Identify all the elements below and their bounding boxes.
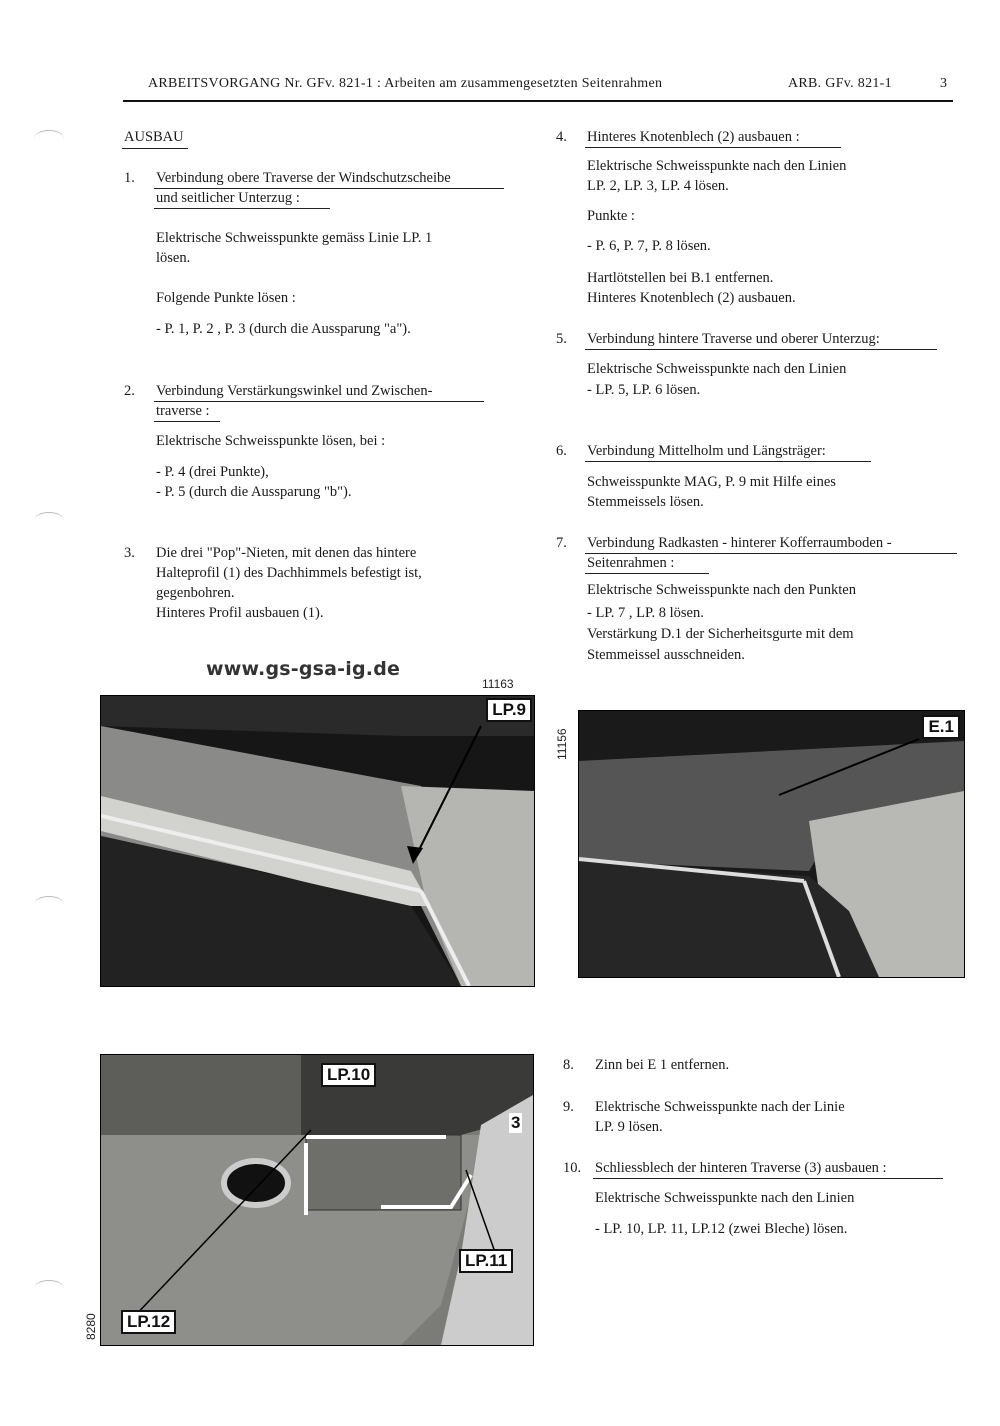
photo-2-label: E.1 — [922, 715, 960, 739]
photo-1-ref: 11163 — [482, 677, 514, 691]
step-10-number: 10. — [563, 1160, 582, 1176]
step-2-text-2: - P. 4 (drei Punkte), — [156, 464, 269, 480]
step-2-text-1: Elektrische Schweisspunkte lösen, bei : — [156, 433, 386, 449]
section-title: AUSBAU — [124, 129, 184, 145]
step-9-number: 9. — [563, 1099, 574, 1115]
step-3-line1: Die drei "Pop"-Nieten, mit denen das hintere — [156, 545, 417, 561]
photo-3-label-3: 3 — [511, 1113, 521, 1132]
step-7-line1: Elektrische Schweisspunkte nach den Punkten — [587, 582, 856, 598]
photo-1-label: LP.9 — [486, 698, 532, 722]
step-1-text-1: Elektrische Schweisspunkte gemäss Linie LP. 1 — [156, 230, 433, 246]
step-3-line4: Hinteres Profil ausbauen (1). — [156, 605, 324, 621]
underline — [585, 573, 709, 574]
step-7-number: 7. — [556, 535, 567, 551]
step-7-line2: - LP. 7 , LP. 8 lösen. — [587, 605, 704, 621]
punch-hole-mark — [34, 130, 64, 147]
photo-3-label-lp10: LP.10 — [321, 1063, 376, 1087]
punch-hole-mark — [34, 896, 64, 913]
step-4-line6: Hinteres Knotenblech (2) ausbauen. — [587, 290, 796, 306]
underline — [593, 1178, 943, 1179]
underline — [585, 461, 871, 462]
step-1-text-4: - P. 1, P. 2 , P. 3 (durch die Aussparung "a"). — [156, 321, 411, 337]
step-3-line2: Halteprofil (1) des Dachhimmels befestigt ist, — [156, 565, 422, 581]
step-6-line2: Stemmeissels lösen. — [587, 494, 704, 510]
punch-hole-mark — [34, 512, 64, 529]
header-title: ARBEITSVORGANG Nr. GFv. 821-1 : Arbeiten am zusammengesetzten Seitenrahmen — [148, 76, 663, 91]
step-1-text-3: Folgende Punkte lösen : — [156, 290, 296, 306]
step-4-line4: - P. 6, P. 7, P. 8 lösen. — [587, 238, 711, 254]
photo-1 — [100, 695, 535, 987]
header-ref: ARB. GFv. 821-1 — [788, 76, 892, 91]
step-3-line3: gegenbohren. — [156, 585, 235, 601]
step-4-title: Hinteres Knotenblech (2) ausbauen : — [587, 129, 800, 145]
photo-3-image — [101, 1055, 533, 1345]
step-5-line1: Elektrische Schweisspunkte nach den Linien — [587, 361, 847, 377]
photo-3 — [100, 1054, 534, 1346]
step-2-title-line2: traverse : — [156, 403, 210, 419]
step-1-title-line2: und seitlicher Unterzug : — [156, 190, 300, 206]
step-1-text-2: lösen. — [156, 250, 191, 266]
step-7-line4: Stemmeissel ausschneiden. — [587, 647, 745, 663]
step-2-number: 2. — [124, 383, 135, 399]
step-6-line1: Schweisspunkte MAG, P. 9 mit Hilfe eines — [587, 474, 836, 490]
underline — [154, 421, 220, 422]
underline — [154, 208, 330, 209]
step-5-line2: - LP. 5, LP. 6 lösen. — [587, 382, 701, 398]
step-4-line5: Hartlötstellen bei B.1 entfernen. — [587, 270, 774, 286]
photo-2-image — [579, 711, 964, 977]
step-7-title-line1: Verbindung Radkasten - hinterer Kofferraumboden - — [587, 535, 892, 551]
photo-2 — [578, 710, 965, 978]
step-4-line3: Punkte : — [587, 208, 635, 224]
header-rule — [123, 100, 953, 102]
step-8-line1: Zinn bei E 1 entfernen. — [595, 1057, 730, 1073]
step-2-text-3: - P. 5 (durch die Aussparung "b"). — [156, 484, 352, 500]
step-9-line1: Elektrische Schweisspunkte nach der Linie — [595, 1099, 845, 1115]
step-10-title: Schliessblech der hinteren Traverse (3) ausbauen : — [595, 1160, 887, 1176]
website-watermark: www.gs-gsa-ig.de — [206, 658, 401, 680]
step-4-number: 4. — [556, 129, 567, 145]
step-7-line3: Verstärkung D.1 der Sicherheitsgurte mit dem — [587, 626, 854, 642]
step-3-number: 3. — [124, 545, 135, 561]
photo-3-ref: 8280 — [84, 1313, 98, 1340]
photo-2-ref: 11156 — [555, 728, 569, 760]
step-5-title: Verbindung hintere Traverse und oberer Unterzug: — [587, 331, 880, 347]
page-number: 3 — [940, 76, 948, 91]
photo-3-label-lp12: LP.12 — [121, 1310, 176, 1334]
step-5-number: 5. — [556, 331, 567, 347]
step-1-title-line1: Verbindung obere Traverse der Windschutzscheibe — [156, 170, 451, 186]
step-10-line1: Elektrische Schweisspunkte nach den Linien — [595, 1190, 855, 1206]
step-1-number: 1. — [124, 170, 135, 186]
step-4-line1: Elektrische Schweisspunkte nach den Linien — [587, 158, 847, 174]
underline — [585, 349, 937, 350]
step-4-line2: LP. 2, LP. 3, LP. 4 lösen. — [587, 178, 729, 194]
step-8-number: 8. — [563, 1057, 574, 1073]
photo-3-label-lp11: LP.11 — [459, 1249, 513, 1273]
punch-hole-mark — [34, 1280, 64, 1297]
step-6-number: 6. — [556, 443, 567, 459]
underline — [585, 147, 841, 148]
section-title-underline — [122, 148, 188, 149]
step-2-title-line1: Verbindung Verstärkungswinkel und Zwischen- — [156, 383, 433, 399]
step-10-line2: - LP. 10, LP. 11, LP.12 (zwei Bleche) lösen. — [595, 1221, 848, 1237]
step-9-line2: LP. 9 lösen. — [595, 1119, 663, 1135]
photo-1-image — [101, 696, 534, 986]
step-7-title-line2: Seitenrahmen : — [587, 555, 675, 571]
step-6-title: Verbindung Mittelholm und Längsträger: — [587, 443, 826, 459]
